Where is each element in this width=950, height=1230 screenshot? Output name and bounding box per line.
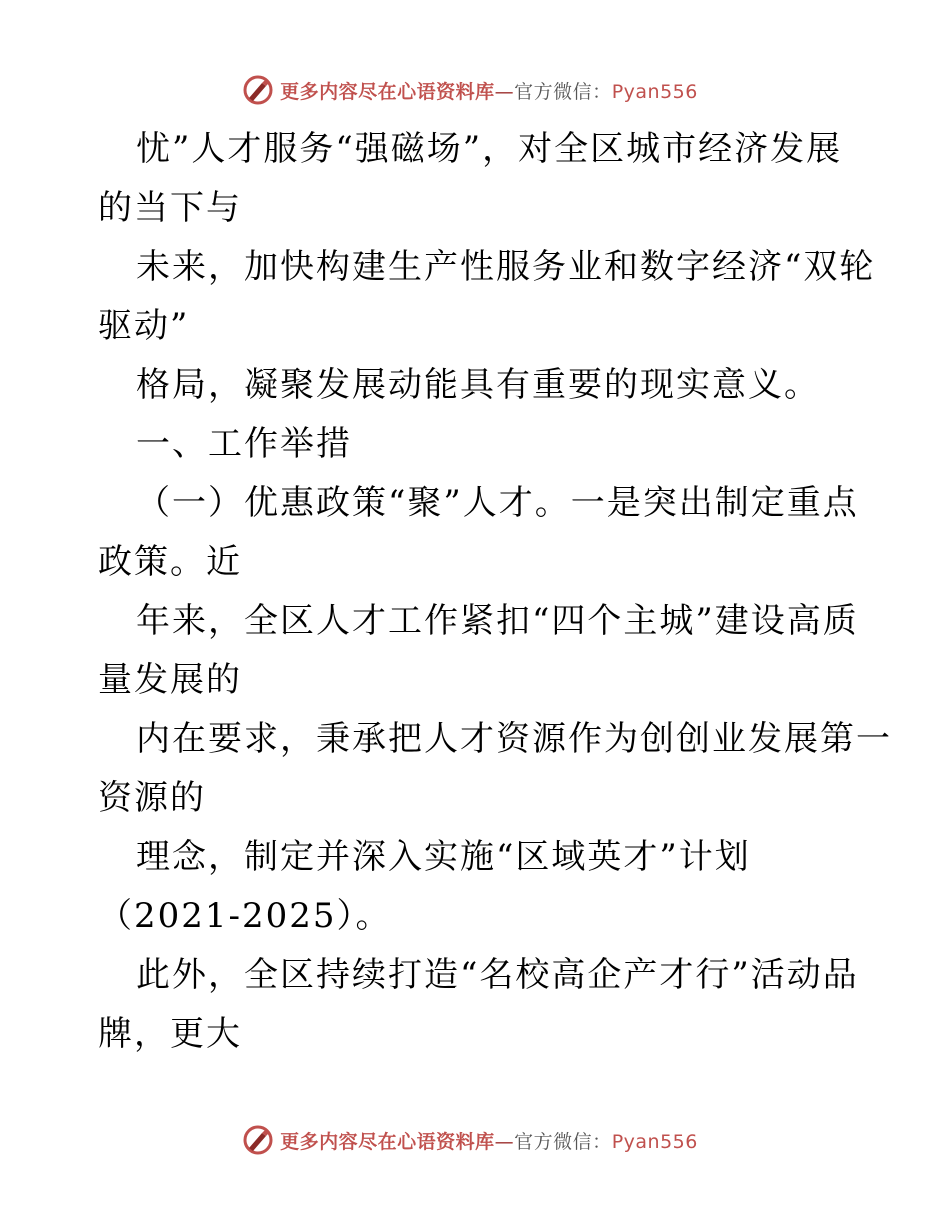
body-line: 未来，加快构建生产性服务业和数字经济“双轮 bbox=[136, 247, 876, 287]
document-body bbox=[98, 120, 892, 1064]
body-line: 理念，制定并深入实施“区域英才”计划 bbox=[136, 837, 751, 877]
body-line: 政策。近 bbox=[98, 542, 242, 582]
body-line: 忧”人才服务“强磁场”，对全区城市经济发展 bbox=[136, 129, 843, 169]
body-line: 的当下与 bbox=[98, 188, 242, 228]
watermark-brand: 更多内容尽在心语资料库 bbox=[280, 1130, 495, 1153]
pen-logo-icon bbox=[242, 74, 274, 106]
watermark-label: 官方微信： bbox=[514, 1130, 612, 1153]
body-line: 牌，更大 bbox=[98, 1014, 242, 1054]
footer-watermark bbox=[0, 1120, 950, 1160]
body-line: 此外，全区持续打造“名校高企产才行”活动品 bbox=[136, 955, 859, 995]
body-line: （2021-2025）。 bbox=[98, 896, 392, 936]
watermark-dash: — bbox=[494, 1130, 515, 1153]
watermark-label: 官方微信： bbox=[514, 80, 612, 103]
watermark-id: Pyan556 bbox=[611, 80, 698, 103]
watermark-text bbox=[280, 1127, 698, 1154]
section-heading: 一、工作举措 bbox=[136, 424, 352, 464]
body-line: 内在要求，秉承把人才资源作为创创业发展第一 bbox=[136, 719, 892, 759]
header-watermark bbox=[0, 70, 950, 110]
body-line: 驱动” bbox=[98, 306, 190, 346]
body-line: 量发展的 bbox=[98, 660, 242, 700]
watermark-group bbox=[242, 1124, 698, 1156]
watermark-id: Pyan556 bbox=[611, 1130, 698, 1153]
body-line: 年来，全区人才工作紧扣“四个主城”建设高质 bbox=[136, 601, 859, 641]
watermark-text bbox=[280, 77, 698, 104]
watermark-group bbox=[242, 74, 698, 106]
body-line: 格局，凝聚发展动能具有重要的现实意义。 bbox=[136, 365, 820, 405]
watermark-brand: 更多内容尽在心语资料库 bbox=[280, 80, 495, 103]
body-line: 资源的 bbox=[98, 778, 206, 818]
watermark-dash: — bbox=[494, 80, 515, 103]
pen-logo-icon bbox=[242, 1124, 274, 1156]
body-line: （一）优惠政策“聚”人才。一是突出制定重点 bbox=[136, 483, 859, 523]
